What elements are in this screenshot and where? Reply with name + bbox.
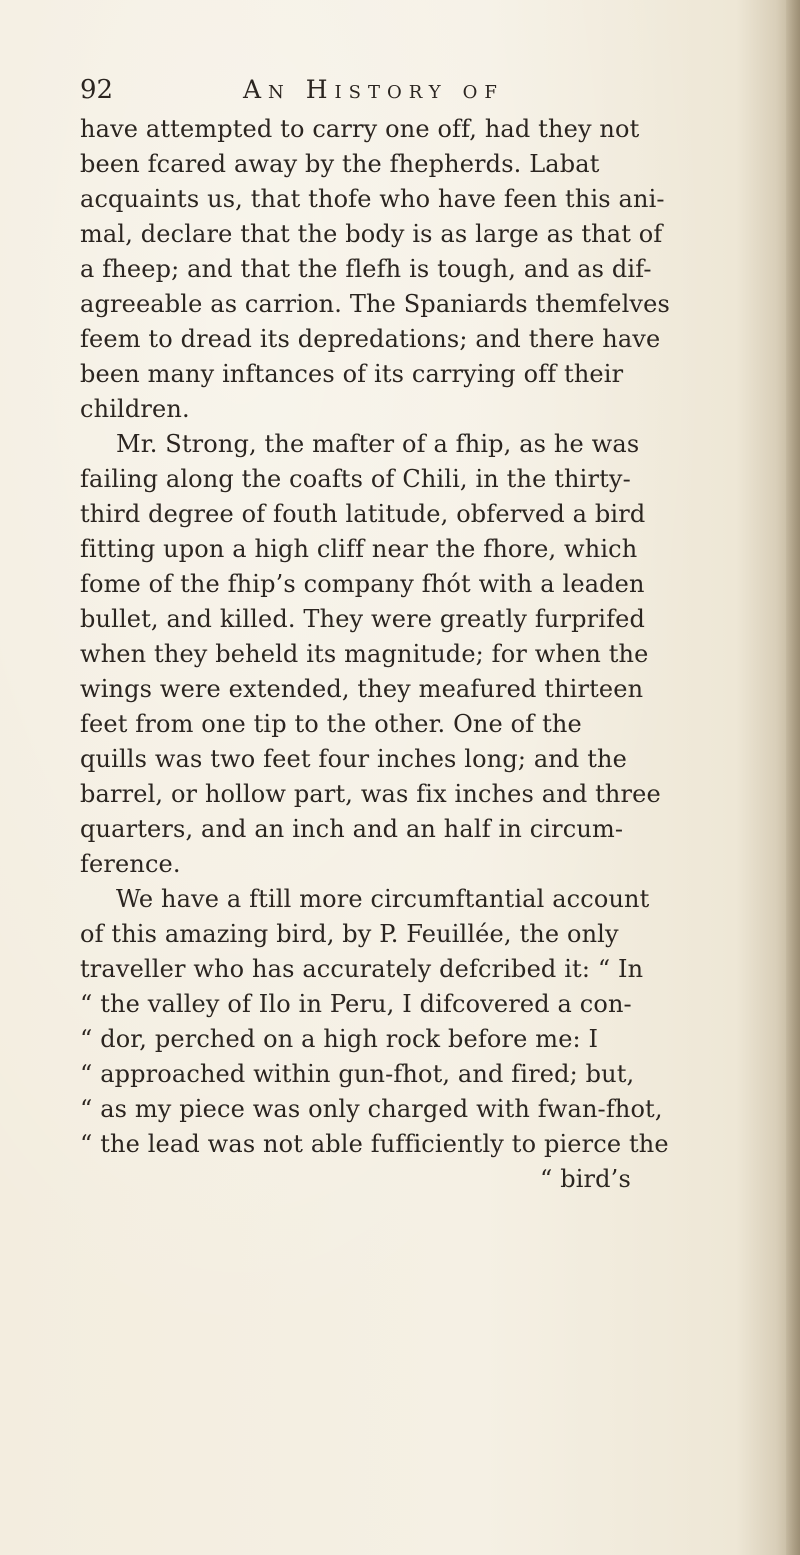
text-line: “ the valley of Ilo in Peru, I difcovered a con- <box>80 990 632 1018</box>
body-text <box>80 112 780 1197</box>
text-line: failing along the coafts of Chili, in the thirty- <box>80 465 631 493</box>
paragraph-start-line: We have a ftill more circumftantial account <box>116 885 650 913</box>
page-edge-shadow <box>786 0 800 1555</box>
text-line: feem to dread its depredations; and there have <box>80 325 661 353</box>
text-line: “ approached within gun-fhot, and fired; but, <box>80 1060 635 1088</box>
text-line: feet from one tip to the other. One of the <box>80 710 582 738</box>
text-line: “ as my piece was only charged with fwan-fhot, <box>80 1095 663 1123</box>
text-line: acquaints us, that thofe who have feen this ani- <box>80 185 665 213</box>
text-line: fitting upon a high cliff near the fhore, which <box>80 535 638 563</box>
text-line: “ the lead was not able fufficiently to pierce the <box>80 1130 669 1158</box>
text-line: “ dor, perched on a high rock before me: I <box>80 1025 599 1053</box>
text-line: mal, declare that the body is as large as that of <box>80 220 663 248</box>
text-line: when they beheld its magnitude; for when the <box>80 640 649 668</box>
text-line: wings were extended, they meafured thirteen <box>80 675 644 703</box>
page-number: 92 <box>80 75 114 105</box>
text-line: third degree of fouth latitude, obferved a bird <box>80 500 646 528</box>
page-header <box>80 75 720 115</box>
text-line: have attempted to carry one off, had they not <box>80 115 640 143</box>
text-line: been many inftances of its carrying off their <box>80 360 624 388</box>
text-line: quarters, and an inch and an half in circum- <box>80 815 624 843</box>
text-line: of this amazing bird, by P. Feuillée, the only <box>80 920 619 948</box>
text-line: been fcared away by the fhepherds. Labat <box>80 150 600 178</box>
running-head: An History of <box>243 75 504 104</box>
text-line: barrel, or hollow part, was fix inches and three <box>80 780 661 808</box>
text-line: children. <box>80 395 190 423</box>
text-line: bullet, and killed. They were greatly furprifed <box>80 605 646 633</box>
text-line: quills was two feet four inches long; and the <box>80 745 627 773</box>
text-line: a fheep; and that the flefh is tough, and as dif- <box>80 255 652 283</box>
paragraph-start-line: Mr. Strong, the mafter of a fhip, as he was <box>116 430 640 458</box>
text-line: agreeable as carrion. The Spaniards themfelves <box>80 290 670 318</box>
text-line: fome of the fhip’s company fhót with a leaden <box>80 570 645 598</box>
text-line: ference. <box>80 850 181 878</box>
catchword: “ bird’s <box>540 1165 631 1193</box>
text-line: traveller who has accurately defcribed it: “ In <box>80 955 644 983</box>
